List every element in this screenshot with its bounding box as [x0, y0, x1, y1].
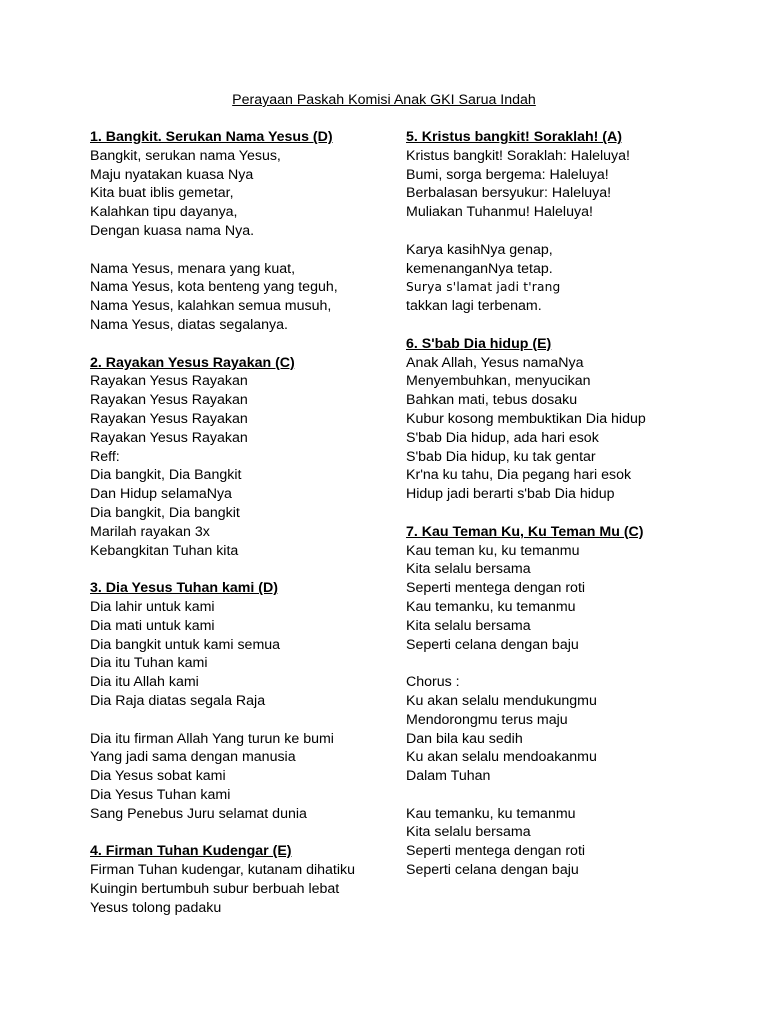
- lyric-line: Kita selalu bersama: [406, 617, 531, 634]
- lyric-line: Dia bangkit untuk kami semua: [90, 636, 281, 653]
- song-block: [90, 579, 390, 823]
- lyric-line: Kita buat iblis gemetar,: [90, 185, 234, 202]
- lyric-line: Menyembuhkan, menyucikan: [406, 373, 591, 390]
- lyric-line: Chorus :: [406, 674, 460, 691]
- lyric-line: Hidup jadi berarti s'bab Dia hidup: [406, 486, 615, 503]
- lyric-line: S'bab Dia hidup, ku tak gentar: [406, 448, 596, 465]
- lyric-line: Kristus bangkit! Soraklah: Haleluya!: [406, 147, 630, 164]
- lyric-line: Dia lahir untuk kami: [90, 598, 215, 615]
- lyric-line: Nama Yesus, kota benteng yang teguh,: [90, 279, 338, 296]
- lyric-line: Reff:: [90, 448, 120, 465]
- lyric-line: Sang Penebus Juru selamat dunia: [90, 805, 307, 822]
- song-title: 3. Dia Yesus Tuhan kami (D): [90, 580, 278, 597]
- lyric-line: Seperti mentega dengan roti: [406, 843, 586, 860]
- song-block: [90, 354, 390, 561]
- lyric-line: Kuingin bertumbuh subur berbuah lebat: [90, 880, 340, 897]
- stanza: [90, 147, 390, 241]
- lyric-line: Nama Yesus, diatas segalanya.: [90, 316, 288, 333]
- lyric-line: Kau temanku, ku temanmu: [406, 598, 576, 615]
- lyric-line: Rayakan Yesus Rayakan: [90, 373, 248, 390]
- lyric-line: Karya kasihNya genap,: [406, 241, 553, 258]
- lyric-line: Berbalasan bersyukur: Haleluya!: [406, 185, 612, 202]
- stanza: [406, 805, 706, 880]
- lyric-line: Dengan kuasa nama Nya.: [90, 222, 255, 239]
- lyric-line: Bumi, sorga bergema: Haleluya!: [406, 166, 609, 183]
- song-title: 4. Firman Tuhan Kudengar (E): [90, 843, 292, 860]
- lyric-line: Dan Hidup selamaNya: [90, 486, 232, 503]
- lyric-line: Kau temanku, ku temanmu: [406, 805, 576, 822]
- lyric-line: Kita selalu bersama: [406, 824, 531, 841]
- stanza: [90, 260, 390, 335]
- lyric-line: Yang jadi sama dengan manusia: [90, 749, 296, 766]
- song-title: 1. Bangkit. Serukan Nama Yesus (D): [90, 129, 333, 145]
- song-block: [406, 128, 706, 316]
- stanza: [406, 241, 706, 316]
- lyric-line: Rayakan Yesus Rayakan: [90, 392, 248, 409]
- lyric-line: Kubur kosong membuktikan Dia hidup: [406, 410, 646, 427]
- song-block: [90, 128, 390, 335]
- lyric-line: Dalam Tuhan: [406, 768, 491, 785]
- lyric-line: Firman Tuhan kudengar, kutanam dihatiku: [90, 862, 355, 879]
- lyric-line: Dia itu Allah kami: [90, 674, 199, 691]
- lyric-line: Dia bangkit, Dia Bangkit: [90, 467, 242, 484]
- lyric-line: Dia Yesus sobat kami: [90, 768, 226, 785]
- lyric-line: Mendorongmu terus maju: [406, 711, 568, 728]
- lyric-line: Ku akan selalu mendoakanmu: [406, 749, 597, 766]
- stanza: [90, 861, 390, 917]
- song-title: 2. Rayakan Yesus Rayakan (C): [90, 354, 295, 371]
- lyric-line: Seperti mentega dengan roti: [406, 580, 586, 597]
- song-block: [406, 335, 706, 504]
- lyric-line: Yesus tolong padaku: [90, 899, 222, 916]
- song-block: [90, 842, 390, 917]
- lyric-line: Surya s'lamat jadi t'rang: [406, 280, 561, 295]
- lyric-line: Muliakan Tuhanmu! Haleluya!: [406, 204, 593, 221]
- lyric-line: Marilah rayakan 3x: [90, 523, 210, 540]
- song-title: 5. Kristus bangkit! Soraklah! (A): [406, 129, 622, 145]
- stanza: [406, 147, 706, 222]
- lyric-line: Kr'na ku tahu, Dia pegang hari esok: [406, 467, 632, 484]
- left-column: [90, 128, 390, 936]
- lyric-line: Nama Yesus, kalahkan semua musuh,: [90, 298, 332, 315]
- lyric-line: Dan bila kau sedih: [406, 730, 523, 747]
- lyric-line: Rayakan Yesus Rayakan: [90, 429, 248, 446]
- lyric-line: Dia Yesus Tuhan kami: [90, 786, 231, 803]
- lyric-line: Anak Allah, Yesus namaNya: [406, 354, 584, 371]
- stanza: [406, 542, 706, 655]
- stanza: [406, 354, 706, 504]
- stanza: [90, 372, 390, 560]
- lyric-line: takkan lagi terbenam.: [406, 298, 542, 315]
- lyric-line: Dia itu Tuhan kami: [90, 655, 208, 672]
- lyric-line: Kebangkitan Tuhan kita: [90, 542, 239, 559]
- lyric-line: Dia bangkit, Dia bangkit: [90, 504, 240, 521]
- lyric-line: Kalahkan tipu dayanya,: [90, 204, 238, 221]
- lyric-line: Kita selalu bersama: [406, 561, 531, 578]
- stanza: [406, 673, 706, 786]
- lyric-line: Seperti celana dengan baju: [406, 862, 579, 879]
- lyric-line: S'bab Dia hidup, ada hari esok: [406, 429, 599, 446]
- lyric-line: Dia itu firman Allah Yang turun ke bumi: [90, 730, 334, 747]
- lyric-line: Bangkit, serukan nama Yesus,: [90, 147, 281, 164]
- lyric-line: Seperti celana dengan baju: [406, 636, 579, 653]
- stanza: [90, 598, 390, 711]
- lyric-line: Kau teman ku, ku temanmu: [406, 542, 580, 559]
- lyric-line: Rayakan Yesus Rayakan: [90, 410, 248, 427]
- stanza: [90, 730, 390, 824]
- lyric-line: Dia mati untuk kami: [90, 617, 215, 634]
- lyric-line: Bahkan mati, tebus dosaku: [406, 392, 578, 409]
- page-title: Perayaan Paskah Komisi Anak GKI Sarua Indah: [232, 92, 536, 108]
- song-block: [406, 523, 706, 880]
- lyric-line: Nama Yesus, menara yang kuat,: [90, 260, 296, 277]
- lyric-line: Ku akan selalu mendukungmu: [406, 692, 597, 709]
- song-title: 7. Kau Teman Ku, Ku Teman Mu (C): [406, 523, 644, 540]
- lyric-line: Maju nyatakan kuasa Nya: [90, 166, 254, 183]
- lyric-line: Dia Raja diatas segala Raja: [90, 692, 266, 709]
- song-title: 6. S'bab Dia hidup (E): [406, 335, 552, 352]
- lyric-line: kemenanganNya tetap.: [406, 260, 553, 277]
- right-column: [406, 128, 706, 899]
